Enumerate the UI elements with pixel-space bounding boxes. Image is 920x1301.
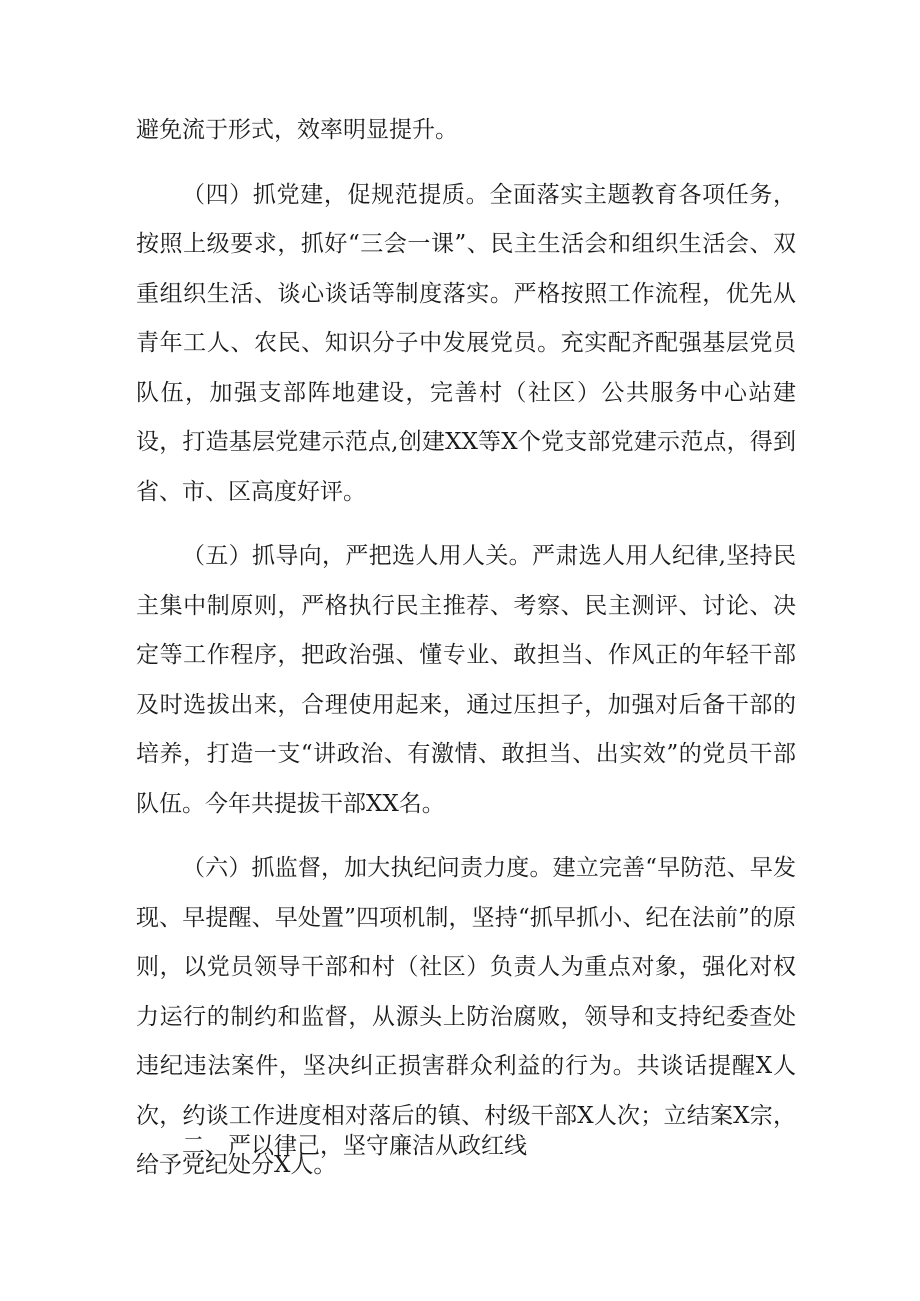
- document-body: [136, 106, 796, 1206]
- paragraph-supervision: （六）抓监督，加大执纪问责力度。建立完善“早防范、早发现、早提醒、早处置”四项机制，坚持“抓早抓小、纪在法前”的原则，以党员领导干部和村（社区）负责人为重点对象，强化对权力运行的制约和监督，从源头上防治腐败，领导和支持纪委查处违纪违法案件，坚决纠正损害群众利益的行为。共谈话提醒X人次，约谈工作进度相对落后的镇、村级干部X人次；立结案X宗，给予党纪处分X人。: [136, 855, 796, 1178]
- paragraph-personnel-selection: （五）抓导向，严把选人用人关。严肃选人用人纪律,坚持民主集中制原则，严格执行民主推荐、考察、民主测评、讨论、决定等工作程序，把政治强、懂专业、敢担当、作风正的年轻干部及时选拔出来，合理使用起来，通过压担子，加强对后备干部的培养，打造一支“讲政治、有激情、敢担当、出实效”的党员干部队伍。今年共提拔干部XX名。: [136, 543, 796, 817]
- paragraph-continuation: 避免流于形式，效率明显提升。: [136, 117, 458, 143]
- section-heading: 二、严以律己，坚守廉洁从政红线: [182, 1133, 527, 1159]
- paragraph-party-building: （四）抓党建，促规范提质。全面落实主题教育各项任务，按照上级要求，抓好“三会一课”、民主生活会和组织生活会、双重组织生活、谈心谈话等制度落实。严格按照工作流程，优先从青年工人、农民、知识分子中发展党员。充实配齐配强基层党员队伍，加强支部阵地建设，完善村（社区）公共服务中心站建设，打造基层党建示范点,创建XX等X个党支部党建示范点，得到省、市、区高度好评。: [136, 181, 796, 505]
